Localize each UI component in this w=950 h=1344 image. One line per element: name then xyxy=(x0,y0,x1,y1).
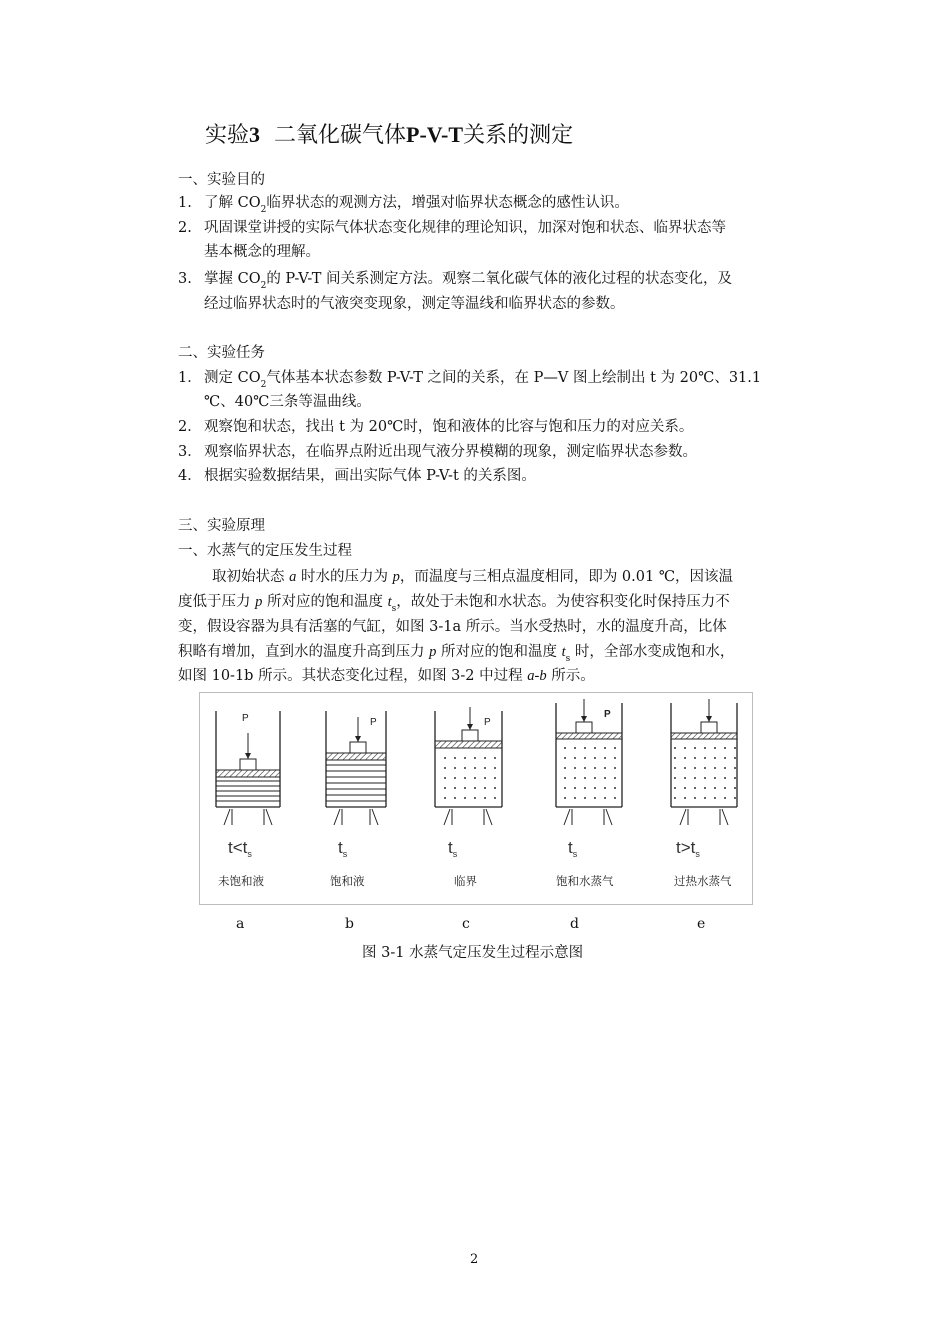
state-label-e: 过热水蒸气 xyxy=(674,874,732,888)
state-label-b: 饱和液 xyxy=(330,874,365,888)
p-label: P xyxy=(370,717,377,728)
list-item-continuation: 基本概念的理解。 xyxy=(204,244,320,260)
list-item-continuation: ℃、40℃三条等温曲线。 xyxy=(204,394,371,410)
state-label-c: 临界 xyxy=(454,874,477,888)
temp-label-d: $t_s$ xyxy=(568,838,578,859)
figure-letter-c: c xyxy=(462,916,470,932)
paragraph-line: 如图 10-1b 所示。其状态变化过程，如图 3-2 中过程 a-b 所示。 xyxy=(178,668,595,684)
cylinder-c xyxy=(435,707,502,825)
list-item: 1． 测定 $CO_2$气体基本状态参数 P-V-T 之间的关系，在 P—V 图上绘制出 t 为 20℃、31.1 xyxy=(178,370,762,390)
temp-label-e: $t>t_s$ xyxy=(676,838,700,859)
cylinder-b xyxy=(326,711,386,825)
paragraph-line: 变，假设容器为具有活塞的气缸，如图 3-1a 所示。当水受热时，水的温度升高，比体 xyxy=(178,619,727,635)
paragraph-line: 取初始状态 a 时水的压力为 p，而温度与三相点温度相同，即为 0.01 ℃，因该温 xyxy=(212,569,734,585)
figure-letter-d: d xyxy=(570,916,579,932)
temp-label-a: $t<t_s$ xyxy=(228,838,252,859)
list-item: 2． 观察饱和状态，找出 t 为 20℃时，饱和液体的比容与饱和压力的对应关系。 xyxy=(178,419,694,435)
figure-letter-b: b xyxy=(345,916,354,932)
cylinder-d xyxy=(556,699,622,825)
temp-label-c: $t_s$ xyxy=(448,838,458,859)
figure-diagram xyxy=(200,693,752,904)
figure-steam-process xyxy=(199,692,753,905)
list-item: 4． 根据实验数据结果，画出实际气体 P-V-t 的关系图。 xyxy=(178,468,536,484)
list-item: 3． 观察临界状态，在临界点附近出现气液分界模糊的现象，测定临界状态参数。 xyxy=(178,444,697,460)
cylinder-e xyxy=(671,699,737,825)
section-heading-purpose: 一、实验目的 xyxy=(178,172,265,188)
paragraph-line: 积略有增加，直到水的温度升高到压力 p 所对应的饱和温度 $t_s$ 时，全部水变成饱和水， xyxy=(178,644,735,664)
p-label: P xyxy=(242,713,249,724)
paragraph-line: 度低于压力 p 所对应的饱和温度 $t_s$，故处于未饱和水状态。为使容积变化时保持压力不 xyxy=(178,594,730,614)
page-title: 实验3 二氧化碳气体P-V-T关系的测定 xyxy=(205,122,574,148)
figure-letter-a: a xyxy=(236,916,245,932)
temp-label-b: $t_s$ xyxy=(338,838,348,859)
list-item: 2. 巩固课堂讲授的实际气体状态变化规律的理论知识，加深对饱和状态、临界状态等 xyxy=(178,220,726,236)
subsection-heading: 一、水蒸气的定压发生过程 xyxy=(178,543,352,559)
page-number: 2 xyxy=(470,1252,479,1267)
figure-letter-e: e xyxy=(697,916,706,932)
p-label: P xyxy=(604,709,611,720)
figure-caption: 图 3-1 水蒸气定压发生过程示意图 xyxy=(362,945,584,961)
list-item: 3. 掌握 $CO_2$的 P-V-T 间关系测定方法。观察二氧化碳气体的液化过程的状态变化，及 xyxy=(178,271,733,291)
list-item: 1. 了解 $CO_2$临界状态的观测方法，增强对临界状态概念的感性认识。 xyxy=(178,195,629,215)
cylinder-a xyxy=(216,711,280,825)
section-heading-principle: 三、实验原理 xyxy=(178,518,265,534)
state-label-d: 饱和水蒸气 xyxy=(556,874,614,888)
section-heading-tasks: 二、实验任务 xyxy=(178,345,265,361)
list-item-continuation: 经过临界状态时的气液突变现象，测定等温线和临界状态的参数。 xyxy=(204,296,625,312)
state-label-a: 未饱和液 xyxy=(218,874,264,888)
p-label: P xyxy=(484,717,491,728)
